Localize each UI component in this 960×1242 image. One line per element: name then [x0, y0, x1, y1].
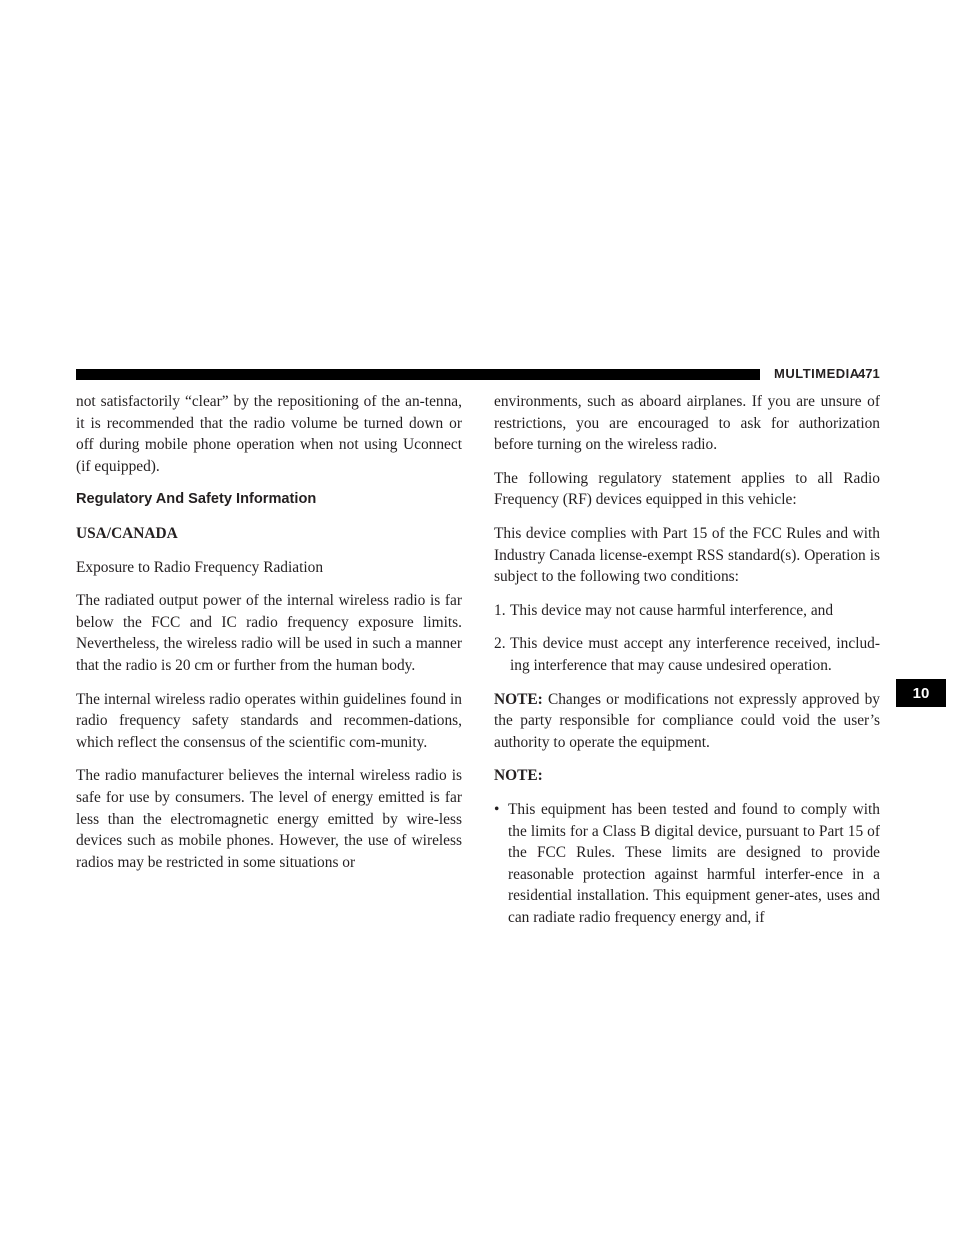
bullet-icon: • — [494, 800, 500, 818]
list-text: This device may not cause harmful interference, and — [510, 601, 834, 619]
header-rule — [76, 369, 760, 380]
paragraph: The following regulatory statement applies to all Radio Frequency (RF) devices equipped in this vehicle: — [494, 469, 880, 509]
paragraph: This device complies with Part 15 of the FCC Rules and with Industry Canada license-exempt RSS standard(s). Operation is subject to the following two conditions: — [494, 524, 880, 586]
paragraph: Exposure to Radio Frequency Radiation — [76, 558, 324, 576]
right-column — [494, 391, 880, 928]
paragraph: The radiated output power of the internal wireless radio is far below the FCC and IC radio frequency exposure limits. Nevertheless, the wireless radio will be used in such a manner that the radio is 20 cm or further from the human body. — [76, 592, 462, 674]
paragraph: environments, such as aboard airplanes. If you are unsure of restrictions, you are encouraged to ask for authorization before turning on the wireless radio. — [494, 393, 880, 454]
list-item — [494, 600, 880, 622]
paragraph: The internal wireless radio operates within guidelines found in radio frequency safety standards and recommen-dations, which reflect the consensus of the scientific com-munity. — [76, 690, 462, 751]
section-heading: Regulatory And Safety Information — [76, 491, 317, 508]
list-item — [494, 633, 880, 676]
page-number: 471 — [858, 366, 880, 381]
note-label: NOTE: — [494, 767, 543, 785]
list-marker: 1. — [494, 601, 506, 619]
section-title: MULTIMEDIA — [774, 366, 860, 381]
bullet-text: This equipment has been tested and found to comply with the limits for a Class B digital device, pursuant to Part 15 of the FCC Rules. These limits are designed to provide reasonable protection against harmful interfer-ence in a residential installation. This equipment gener-ates, uses and can radiate radio frequency energy and, if — [508, 800, 880, 926]
region-label: USA/CANADA — [76, 524, 178, 542]
list-marker: 2. — [494, 635, 506, 653]
chapter-tab: 10 — [896, 679, 946, 707]
note-text: Changes or modifications not expressly approved by the party responsible for compliance could void the user’s authority to operate the equipment. — [494, 690, 880, 751]
bullet-item — [494, 799, 880, 929]
paragraph: The radio manufacturer believes the internal wireless radio is safe for use by consumers. The level of energy emitted is far less than the electromagnetic energy emitted by wire-less devices such as mobile phones. However, the use of wireless radios may be restricted in some situations or — [76, 767, 462, 871]
paragraph: not satisfactorily “clear” by the repositioning of the an-tenna, it is recommended that the radio volume be turned down or off during mobile phone operation when not using Uconnect (if equipped). — [76, 393, 462, 475]
note-paragraph — [494, 689, 880, 754]
list-text: This device must accept any interference received, includ-ing interference that may cause undesired operation. — [510, 635, 880, 674]
note-label: NOTE: — [494, 690, 543, 708]
left-column — [76, 391, 462, 885]
